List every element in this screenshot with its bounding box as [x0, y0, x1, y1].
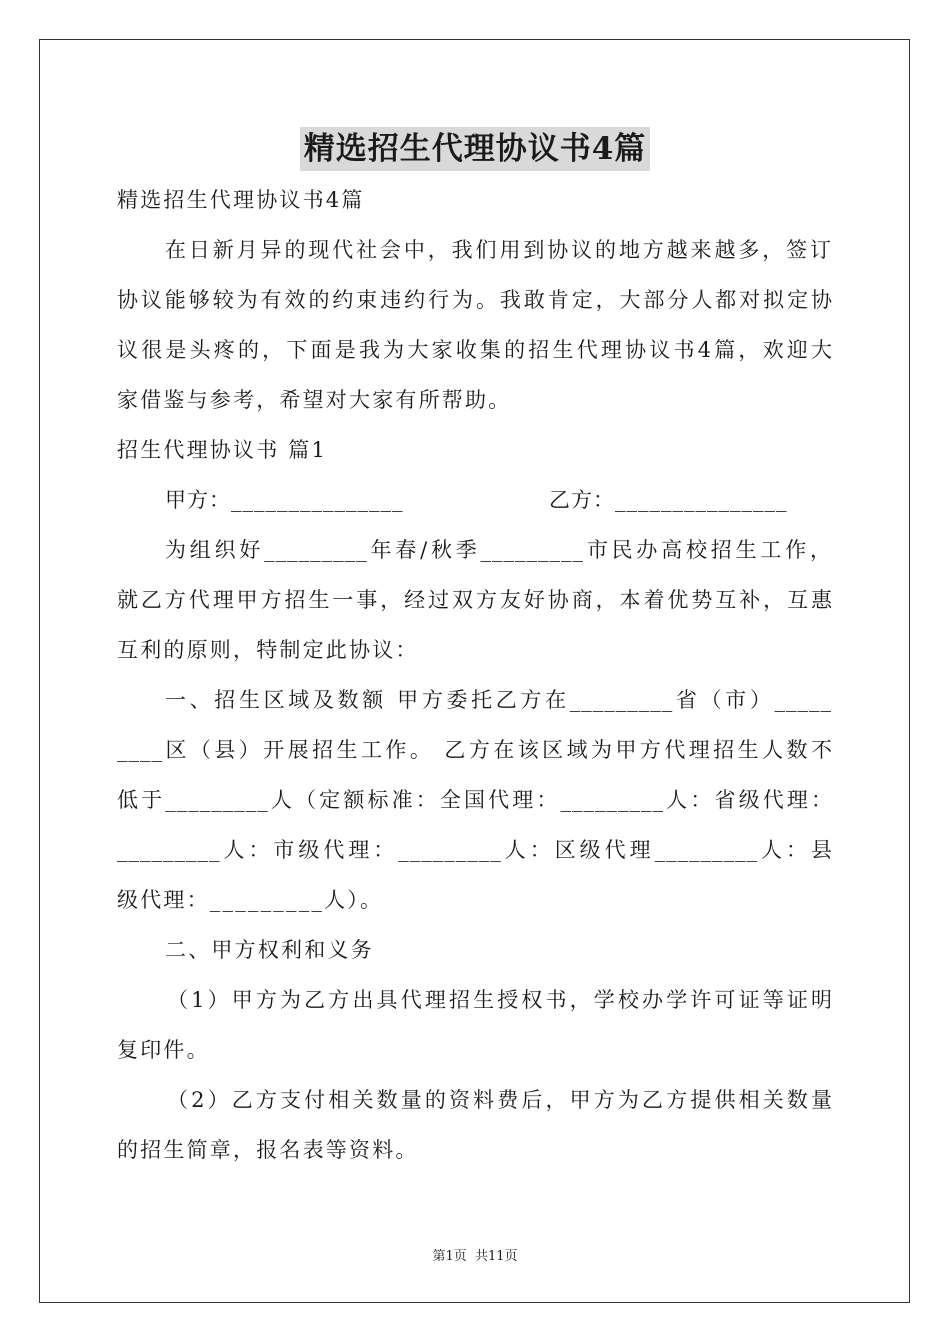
party-b-field: 乙方：_______________ — [549, 488, 788, 512]
section-heading-1: 招生代理协议书 篇1 — [117, 438, 328, 462]
party-a-field: 甲方：_______________ — [165, 488, 404, 512]
intro-line-1: 在日新月异的现代社会中，我们用到协议的地方越来越多，签订 — [165, 238, 832, 262]
total-pages: 共11页 — [474, 1249, 518, 1264]
page-number: 第1页 — [432, 1249, 467, 1264]
para-line-2: 就乙方代理甲方招生一事，经过双方友好协商，本着优势互补，互惠 — [117, 588, 833, 612]
page-footer — [0, 1248, 950, 1266]
clause-1-line-2: ____区（县）开展招生工作。 乙方在该区域为甲方代理招生人数不 — [117, 738, 833, 762]
section-heading-2: 二、甲方权利和义务 — [165, 938, 374, 962]
para-line-1: 为组织好_________年春/秋季_________市民办高校招生工作， — [165, 538, 832, 562]
item-1-line-1: （1）甲方为乙方出具代理招生授权书，学校办学许可证等证明 — [167, 988, 833, 1012]
item-1-line-2: 复印件。 — [117, 1038, 210, 1062]
item-2-line-2: 的招生简章，报名表等资料。 — [117, 1138, 419, 1162]
clause-1-line-3: 低于_________人（定额标准：全国代理：_________人：省级代理： — [117, 788, 833, 812]
document-subtitle: 精选招生代理协议书4篇 — [117, 188, 365, 212]
document-title: 精选招生代理协议书4篇 — [300, 127, 651, 171]
clause-1-line-1: 一、招生区域及数额 甲方委托乙方在_________省（市）_____ — [165, 688, 832, 712]
intro-line-4: 家借鉴与参考，希望对大家有所帮助。 — [117, 388, 512, 412]
clause-1-line-5: 级代理：_________人）。 — [117, 888, 384, 912]
title-container — [0, 127, 950, 171]
intro-line-2: 协议能够较为有效的约束违约行为。我敢肯定，大部分人都对拟定协 — [117, 288, 833, 312]
para-line-3: 互利的原则，特制定此协议： — [117, 638, 419, 662]
intro-line-3: 议很是头疼的，下面是我为大家收集的招生代理协议书4篇，欢迎大 — [117, 338, 833, 362]
clause-1-line-4: _________人：市级代理：_________人：区级代理_________人：县 — [117, 838, 833, 862]
item-2-line-1: （2）乙方支付相关数量的资料费后，甲方为乙方提供相关数量 — [167, 1088, 833, 1112]
